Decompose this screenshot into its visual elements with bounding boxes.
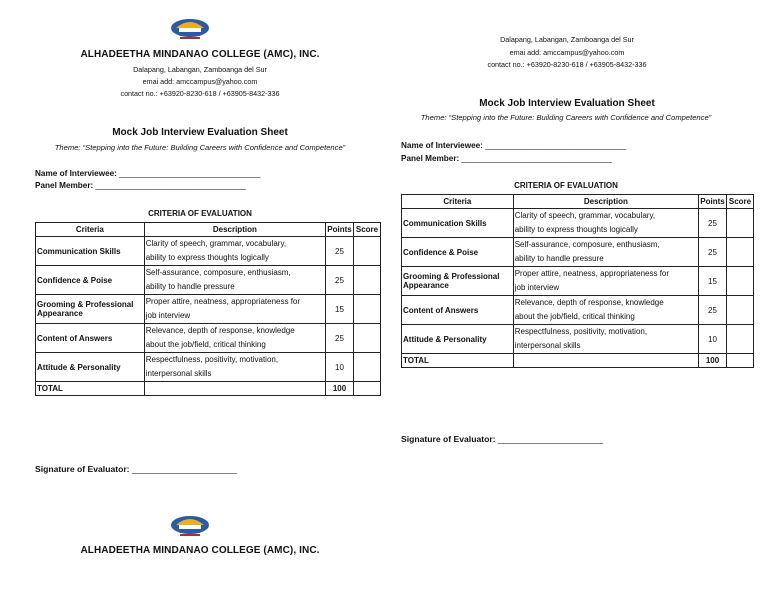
panel-line: _________________________________ bbox=[95, 181, 246, 190]
criteria-cell: Attitude & Personality bbox=[36, 353, 145, 382]
panel-line: _________________________________ bbox=[461, 154, 612, 163]
signature-line: ______________________ bbox=[497, 434, 604, 444]
college-contact: contact no.: +63920-8230-618 / +63905-8432-336 bbox=[120, 89, 280, 98]
total-empty-cell bbox=[513, 354, 698, 368]
total-row bbox=[36, 382, 381, 396]
signature-field[interactable] bbox=[401, 434, 603, 444]
description-cell: Clarity of speech, grammar, vocabulary, ability to express thoughts logically bbox=[144, 237, 325, 266]
criteria-cell: Confidence & Poise bbox=[36, 266, 145, 295]
signature-label: Signature of Evaluator: bbox=[35, 464, 130, 474]
points-cell: 25 bbox=[326, 324, 354, 353]
criteria-cell: Grooming & Professional Appearance bbox=[36, 295, 145, 324]
college-contact: contact no.: +63920-8230-618 / +63905-8432-336 bbox=[487, 60, 647, 69]
criteria-cell: Confidence & Poise bbox=[402, 238, 514, 267]
table-row bbox=[36, 353, 381, 382]
sheet-title: Mock Job Interview Evaluation Sheet bbox=[479, 98, 655, 109]
sheet-theme: Theme: “Stepping into the Future: Building Careers with Confidence and Competence” bbox=[54, 143, 346, 152]
table-row bbox=[402, 209, 754, 238]
panel-label: Panel Member: bbox=[35, 181, 94, 190]
score-cell[interactable] bbox=[726, 267, 753, 296]
table-row bbox=[402, 325, 754, 354]
description-cell: Proper attire, neatness, appropriateness for job interview bbox=[144, 295, 325, 324]
points-cell: 10 bbox=[326, 353, 354, 382]
criteria-cell: Communication Skills bbox=[36, 237, 145, 266]
header-criteria: Criteria bbox=[36, 223, 145, 237]
criteria-cell: Content of Answers bbox=[402, 296, 514, 325]
sheet-theme: Theme: “Stepping into the Future: Building Careers with Confidence and Competence” bbox=[420, 113, 712, 122]
points-cell: 25 bbox=[699, 296, 727, 325]
criteria-table bbox=[401, 194, 754, 368]
interviewee-label: Name of Interviewee: bbox=[35, 169, 117, 178]
college-email: emai add: amccampus@yahoo.com bbox=[142, 77, 258, 86]
interviewee-field[interactable] bbox=[401, 140, 626, 152]
points-cell: 10 bbox=[699, 325, 727, 354]
criteria-title: CRITERIA OF EVALUATION bbox=[148, 209, 252, 218]
total-score-cell[interactable] bbox=[726, 354, 753, 368]
panel-member-field[interactable] bbox=[35, 180, 246, 192]
header-description: Description bbox=[144, 223, 325, 237]
signature-label: Signature of Evaluator: bbox=[401, 434, 496, 444]
header-criteria: Criteria bbox=[402, 195, 514, 209]
header-points: Points bbox=[326, 223, 354, 237]
total-score-cell[interactable] bbox=[353, 382, 380, 396]
table-header-row bbox=[402, 195, 754, 209]
header-points: Points bbox=[699, 195, 727, 209]
criteria-cell: Content of Answers bbox=[36, 324, 145, 353]
description-cell: Self-assurance, composure, enthusiasm, ability to handle pressure bbox=[144, 266, 325, 295]
points-cell: 25 bbox=[699, 209, 727, 238]
header-score: Score bbox=[726, 195, 753, 209]
table-header-row bbox=[36, 223, 381, 237]
score-cell[interactable] bbox=[353, 324, 380, 353]
score-cell[interactable] bbox=[726, 238, 753, 267]
sheet-title: Mock Job Interview Evaluation Sheet bbox=[112, 127, 288, 138]
college-address: Dalapang, Labangan, Zamboanga del Sur bbox=[133, 65, 267, 74]
signature-field[interactable] bbox=[35, 464, 237, 474]
interviewee-field[interactable] bbox=[35, 168, 260, 180]
criteria-title: CRITERIA OF EVALUATION bbox=[514, 181, 618, 190]
description-cell: Relevance, depth of response, knowledge about the job/field, critical thinking bbox=[513, 296, 698, 325]
score-cell[interactable] bbox=[353, 295, 380, 324]
points-cell: 15 bbox=[699, 267, 727, 296]
criteria-cell: Communication Skills bbox=[402, 209, 514, 238]
total-label: TOTAL bbox=[36, 382, 145, 396]
table-row bbox=[36, 266, 381, 295]
criteria-table bbox=[35, 222, 381, 396]
score-cell[interactable] bbox=[353, 237, 380, 266]
points-cell: 25 bbox=[326, 237, 354, 266]
signature-line: ______________________ bbox=[131, 464, 238, 474]
interviewee-label: Name of Interviewee: bbox=[401, 141, 483, 150]
table-row bbox=[36, 295, 381, 324]
total-points: 100 bbox=[326, 382, 354, 396]
table-row bbox=[402, 238, 754, 267]
score-cell[interactable] bbox=[726, 296, 753, 325]
table-row bbox=[402, 267, 754, 296]
points-cell: 25 bbox=[699, 238, 727, 267]
header-description: Description bbox=[513, 195, 698, 209]
interviewee-line: _______________________________ bbox=[485, 141, 627, 150]
score-cell[interactable] bbox=[726, 209, 753, 238]
criteria-cell: Attitude & Personality bbox=[402, 325, 514, 354]
header-score: Score bbox=[353, 223, 380, 237]
college-logo-icon bbox=[170, 14, 210, 42]
college-address: Dalapang, Labangan, Zamboanga del Sur bbox=[500, 35, 634, 44]
panel-label: Panel Member: bbox=[401, 154, 460, 163]
score-cell[interactable] bbox=[353, 266, 380, 295]
total-points: 100 bbox=[699, 354, 727, 368]
description-cell: Proper attire, neatness, appropriateness for job interview bbox=[513, 267, 698, 296]
table-row bbox=[36, 324, 381, 353]
description-cell: Respectfulness, positivity, motivation, interpersonal skills bbox=[513, 325, 698, 354]
college-email: emai add: amccampus@yahoo.com bbox=[509, 48, 625, 57]
college-logo-icon bbox=[170, 511, 210, 539]
points-cell: 25 bbox=[326, 266, 354, 295]
total-label: TOTAL bbox=[402, 354, 514, 368]
panel-member-field[interactable] bbox=[401, 153, 612, 165]
criteria-cell: Grooming & Professional Appearance bbox=[402, 267, 514, 296]
total-empty-cell bbox=[144, 382, 325, 396]
college-name-footer: ALHADEETHA MINDANAO COLLEGE (AMC), INC. bbox=[80, 545, 320, 556]
score-cell[interactable] bbox=[726, 325, 753, 354]
description-cell: Relevance, depth of response, knowledge about the job/field, critical thinking bbox=[144, 324, 325, 353]
college-name: ALHADEETHA MINDANAO COLLEGE (AMC), INC. bbox=[80, 49, 320, 60]
interviewee-line: _______________________________ bbox=[119, 169, 261, 178]
description-cell: Clarity of speech, grammar, vocabulary, ability to express thoughts logically bbox=[513, 209, 698, 238]
description-cell: Respectfulness, positivity, motivation, interpersonal skills bbox=[144, 353, 325, 382]
table-row bbox=[402, 296, 754, 325]
score-cell[interactable] bbox=[353, 353, 380, 382]
description-cell: Self-assurance, composure, enthusiasm, ability to handle pressure bbox=[513, 238, 698, 267]
total-row bbox=[402, 354, 754, 368]
points-cell: 15 bbox=[326, 295, 354, 324]
table-row bbox=[36, 237, 381, 266]
